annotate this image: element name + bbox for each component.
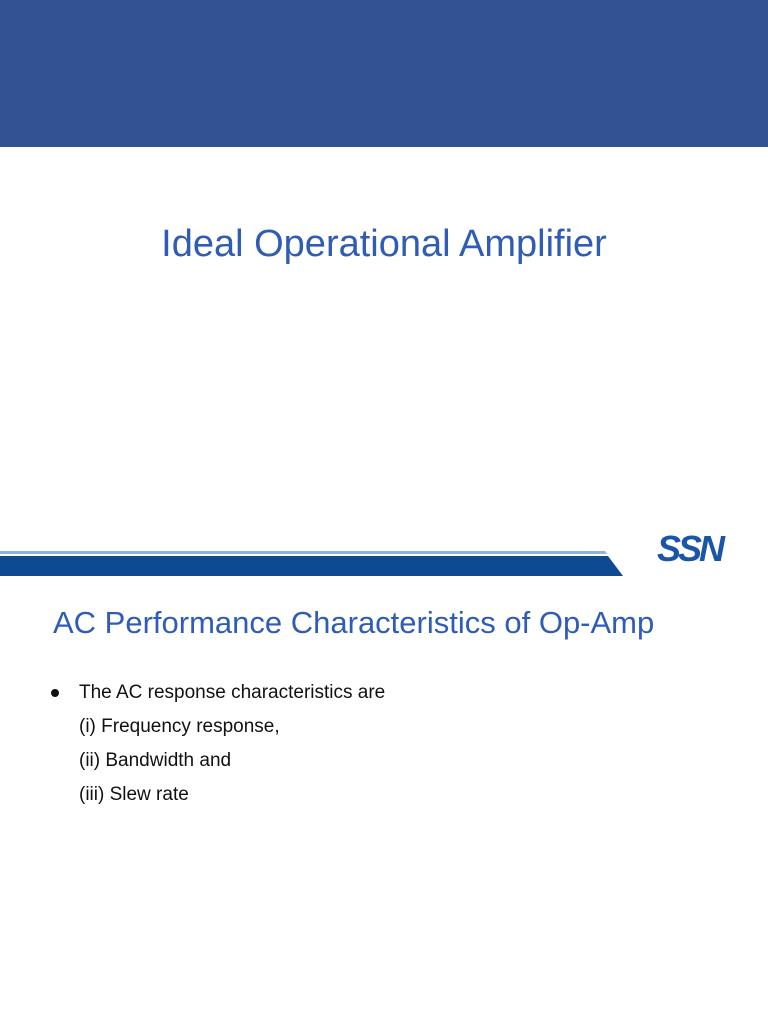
section-divider (0, 548, 640, 580)
section-title: AC Performance Characteristics of Op-Amp (53, 605, 655, 640)
logo-text: SSN (657, 528, 723, 568)
slide-title: Ideal Operational Amplifier (161, 223, 607, 265)
sub-item-slew-rate: (iii) Slew rate (79, 784, 189, 805)
ssn-logo (655, 528, 745, 568)
top-banner (0, 0, 768, 147)
bullet-dot-icon (51, 689, 59, 697)
bullet-text: The AC response characteristics are (79, 682, 386, 703)
sub-item-bandwidth: (ii) Bandwidth and (79, 750, 232, 771)
sub-item-frequency-response: (i) Frequency response, (79, 716, 280, 737)
